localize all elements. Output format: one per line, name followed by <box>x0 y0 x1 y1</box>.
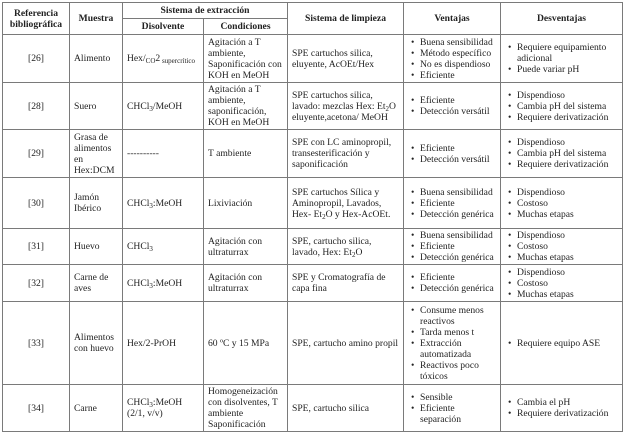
desventaja-item: • Puede variar pH <box>517 64 618 75</box>
desventaja-list <box>505 397 618 419</box>
cell-referencia: [34] <box>3 385 70 432</box>
text-part: CHCl <box>127 397 150 408</box>
table-row <box>3 229 623 265</box>
desventaja-item: • Costoso <box>517 241 618 252</box>
desventaja-item: • Dispendioso <box>517 230 618 241</box>
text-part: O <box>355 246 363 258</box>
cell-ventajas <box>404 385 501 432</box>
ventaja-item: • Eficiente <box>420 241 496 252</box>
cell-disolvente <box>123 130 204 178</box>
desventaja-item: • Cambia pH del sistema <box>517 148 618 159</box>
cell-ventajas <box>404 83 501 130</box>
text-part: SPE, cartucho silica, lavado, Hex: Et <box>292 235 372 258</box>
cell-muestra: Carne <box>70 385 123 432</box>
cell-condiciones: Lixiviación <box>204 178 288 229</box>
ventaja-item: • Buena sensibilidad <box>420 37 496 48</box>
comparison-table <box>2 2 623 432</box>
cell-desventajas <box>501 385 623 432</box>
subscript: 2 <box>351 250 356 259</box>
header-sistema-extraccion: Sistema de extracción <box>123 3 288 19</box>
text-part: 2 <box>155 53 161 64</box>
text-part: :MeOH <box>152 277 183 289</box>
ventaja-item: • Detección genérica <box>420 283 496 294</box>
subscript: 2 <box>322 212 326 221</box>
desventaja-item: • Costoso <box>517 198 618 209</box>
cell-disolvente <box>123 229 204 265</box>
ventaja-list <box>408 392 496 425</box>
cell-desventajas <box>501 178 623 229</box>
table-row <box>3 178 623 229</box>
cell-desventajas <box>501 130 623 178</box>
ventaja-item: • Eficiente <box>420 198 496 209</box>
cell-referencia: [32] <box>3 265 70 302</box>
table-row <box>3 35 623 83</box>
cell-ventajas <box>404 35 501 83</box>
cell-limpieza <box>288 130 404 178</box>
ventaja-item: • Buena sensibilidad <box>420 187 496 198</box>
subscript: 3 <box>149 201 153 210</box>
desventaja-list <box>505 187 618 220</box>
table-row <box>3 385 623 432</box>
cell-limpieza <box>288 302 404 385</box>
desventaja-item: • Requiere equipamiento adicional <box>517 42 618 64</box>
text-part: O y Hex-AcOEt. <box>325 208 391 220</box>
text-part: Hex/ <box>127 53 146 64</box>
ventaja-item: • Reactivos poco tóxicos <box>420 360 496 382</box>
header-ventajas: Ventajas <box>404 3 501 35</box>
ventaja-item: • Eficiente <box>420 70 496 81</box>
desventaja-item: • Cambia el pH <box>517 397 618 408</box>
desventaja-item: • Dispendioso <box>517 137 618 148</box>
desventaja-list <box>505 267 618 300</box>
cell-disolvente <box>123 178 204 229</box>
ventaja-item: • Detección versátil <box>420 106 496 117</box>
text-part: Hex/2-PrOH <box>127 337 177 349</box>
cell-condiciones: Agitación a T ambiente, Saponificación con KOH en MeOH <box>204 35 288 83</box>
cell-condiciones: Homogeneización con disolventes, T ambiente Saponificación <box>204 385 288 432</box>
ventaja-item: • Eficiente <box>420 272 496 283</box>
text-part: SPE, cartucho amino propil <box>292 337 399 349</box>
text-part: CHCl <box>127 277 150 289</box>
ventaja-list <box>408 95 496 117</box>
cell-ventajas <box>404 130 501 178</box>
cell-condiciones: Agitación a T ambiente, saponificación, KOH en MeOH <box>204 83 288 130</box>
text-part: SPE con LC aminopropil, transesterificación y saponificación <box>292 137 392 170</box>
cell-limpieza <box>288 178 404 229</box>
cell-condiciones: 60 ºC y 15 MPa <box>204 302 288 385</box>
cell-condiciones: Agitación con ultraturrax <box>204 265 288 302</box>
cell-disolvente <box>123 83 204 130</box>
ventaja-item: • Detección versátil <box>420 154 496 165</box>
ventaja-list <box>408 230 496 263</box>
text-part: ---------- <box>127 148 159 159</box>
text-part: CHCl <box>127 241 150 252</box>
header-disolvente: Disolvente <box>123 19 204 35</box>
desventaja-item: • Costoso <box>517 278 618 289</box>
cell-desventajas <box>501 83 623 130</box>
ventaja-item: • Método específico <box>420 48 496 59</box>
desventaja-list <box>505 90 618 123</box>
cell-ventajas <box>404 265 501 302</box>
text-part: O eluyente,acetona/ MeOH <box>292 100 396 123</box>
cell-ventajas <box>404 302 501 385</box>
header-sistema-limpieza: Sistema de limpieza <box>288 3 404 35</box>
ventaja-item: • Detección genérica <box>420 252 496 263</box>
ventaja-list <box>408 187 496 220</box>
cell-muestra: Jamón Ibérico <box>70 178 123 229</box>
cell-referencia: [33] <box>3 302 70 385</box>
ventaja-item: • Eficiente separación <box>420 403 496 425</box>
desventaja-item: • Cambia pH del sistema <box>517 101 618 112</box>
cell-desventajas <box>501 265 623 302</box>
cell-desventajas <box>501 35 623 83</box>
subscript: 3 <box>149 245 153 253</box>
desventaja-item: • Requiere derivatización <box>517 112 618 123</box>
subscript: 3 <box>149 281 153 290</box>
ventaja-item: • Eficiente <box>420 95 496 106</box>
ventaja-item: • Detección genérica <box>420 209 496 220</box>
header-muestra: Muestra <box>70 3 123 35</box>
text-part: SPE, cartucho silica <box>292 402 369 414</box>
table-body <box>3 35 623 432</box>
cell-muestra: Suero <box>70 83 123 130</box>
subscript: 3 <box>149 401 153 409</box>
cell-limpieza <box>288 385 404 432</box>
ventaja-list <box>408 272 496 294</box>
header-desventajas: Desventajas <box>501 3 623 35</box>
subscript: 2 <box>385 104 390 113</box>
ventaja-item: • No es dispendioso <box>420 59 496 70</box>
ventaja-list <box>408 37 496 81</box>
cell-muestra: Alimento <box>70 35 123 83</box>
cell-muestra: Huevo <box>70 229 123 265</box>
header-referencia: Referencia bibliográfica <box>3 3 70 35</box>
header-condiciones: Condiciones <box>204 19 288 35</box>
ventaja-item: • Consume menos reactivos <box>420 305 496 327</box>
cell-desventajas <box>501 302 623 385</box>
desventaja-item: • Requiere derivatización <box>517 408 618 419</box>
subscript: supercrítico <box>160 57 195 65</box>
desventaja-item: • Muchas etapas <box>517 209 618 220</box>
desventaja-list <box>505 137 618 170</box>
text-part: SPE y Cromatografía de capa fina <box>292 272 386 294</box>
table-row <box>3 130 623 178</box>
ventaja-list <box>408 143 496 165</box>
text-part: SPE cartuchos Sílica y Aminopropil, Lavados, Hex- Et <box>292 186 382 220</box>
cell-referencia: [28] <box>3 83 70 130</box>
table-row <box>3 302 623 385</box>
subscript: CO <box>145 57 156 65</box>
text-part: :MeOH <box>152 197 183 209</box>
desventaja-list <box>505 42 618 75</box>
desventaja-item: • Requiere equipo ASE <box>517 338 618 349</box>
cell-disolvente <box>123 265 204 302</box>
cell-muestra: Alimentos con huevo <box>70 302 123 385</box>
cell-ventajas <box>404 178 501 229</box>
cell-ventajas <box>404 229 501 265</box>
cell-referencia: [26] <box>3 35 70 83</box>
cell-disolvente <box>123 35 204 83</box>
cell-disolvente <box>123 385 204 432</box>
table-row <box>3 83 623 130</box>
cell-muestra: Grasa de alimentos en Hex:DCM <box>70 130 123 178</box>
cell-condiciones: Agitación con ultraturrax <box>204 229 288 265</box>
desventaja-item: • Muchas etapas <box>517 252 618 263</box>
subscript: 3 <box>149 104 153 113</box>
cell-referencia: [30] <box>3 178 70 229</box>
desventaja-item: • Dispendioso <box>517 267 618 278</box>
cell-muestra: Carne de aves <box>70 265 123 302</box>
text-part: :MeOH (2/1, v/v) <box>127 397 183 419</box>
text-part: /MeOH <box>152 100 183 112</box>
cell-disolvente <box>123 302 204 385</box>
desventaja-item: • Requiere derivatización <box>517 159 618 170</box>
ventaja-item: • Extracción automatizada <box>420 338 496 360</box>
ventaja-item: • Sensible <box>420 392 496 403</box>
ventaja-item: • Buena sensibilidad <box>420 230 496 241</box>
text-part: SPE cartuchos silica, lavado: mezclas Hex: Et <box>292 89 386 112</box>
ventaja-list <box>408 305 496 382</box>
desventaja-item: • Dispendioso <box>517 187 618 198</box>
desventaja-list <box>505 230 618 263</box>
desventaja-item: • Muchas etapas <box>517 289 618 300</box>
cell-desventajas <box>501 229 623 265</box>
desventaja-list <box>505 338 618 349</box>
cell-condiciones: T ambiente <box>204 130 288 178</box>
ventaja-item: • Tarda menos t <box>420 327 496 338</box>
cell-limpieza <box>288 35 404 83</box>
ventaja-item: • Eficiente <box>420 143 496 154</box>
text-part: CHCl <box>127 197 150 209</box>
text-part: CHCl <box>127 100 150 112</box>
cell-limpieza <box>288 265 404 302</box>
cell-referencia: [31] <box>3 229 70 265</box>
cell-limpieza <box>288 83 404 130</box>
desventaja-item: • Dispendioso <box>517 90 618 101</box>
table-row <box>3 265 623 302</box>
cell-limpieza <box>288 229 404 265</box>
cell-referencia: [29] <box>3 130 70 178</box>
text-part: SPE cartuchos silica, eluyente, AcOEt/Hex <box>292 47 375 70</box>
